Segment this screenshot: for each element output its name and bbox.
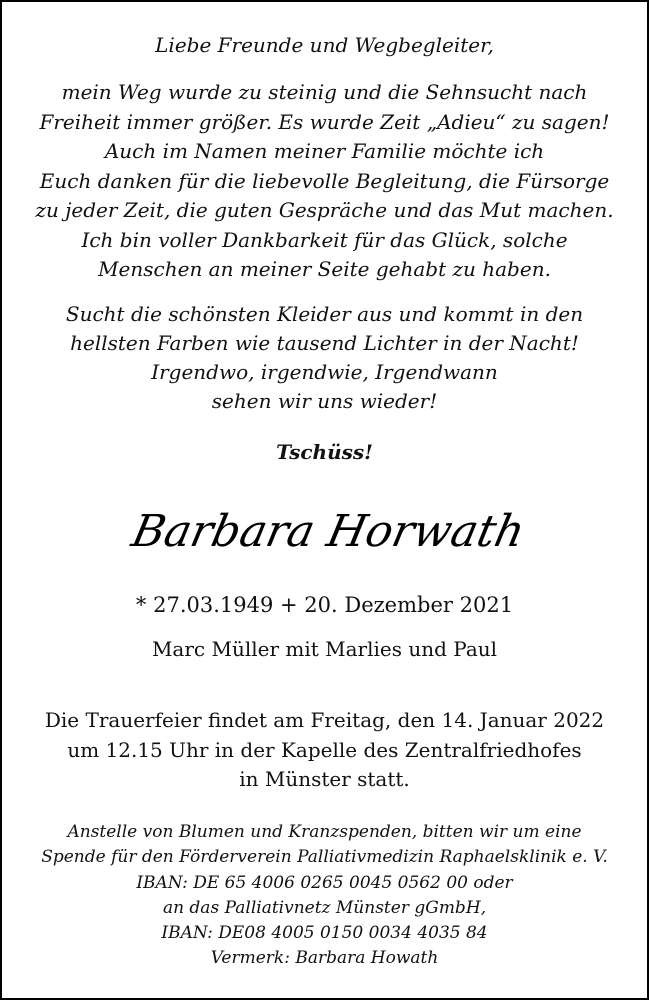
poem-line: Sucht die schönsten Kleider aus und kommt in den: [65, 302, 584, 326]
signature-script-image: [105, 500, 545, 566]
farewell-text: Tschüss!: [276, 440, 373, 464]
donation-line: IBAN: DE 65 4006 0265 0045 0562 00 oder: [136, 872, 513, 893]
message-line: Auch im Namen meiner Familie möchte ich: [104, 139, 545, 163]
message-line: mein Weg wurde zu steinig und die Sehnsucht nach: [61, 80, 588, 104]
message-line: Menschen an meiner Seite gehabt zu haben.: [98, 257, 551, 281]
deceased-name-signature: [2, 500, 647, 570]
family-text: Marc Müller mit Marlies und Paul: [151, 637, 498, 661]
donation-line: Anstelle von Blumen und Kranzspenden, bitten wir um eine: [67, 822, 582, 842]
signature-name-text: Barbara Horwath: [126, 506, 529, 557]
farewell-word: [2, 438, 647, 467]
message-line: Euch danken für die liebevolle Begleitung, die Fürsorge: [39, 168, 610, 193]
poem-section: [2, 300, 647, 416]
donation-request: [2, 820, 647, 972]
donation-line: Spende für den Förderverein Palliativmedizin Raphaelsklinik e. V.: [41, 847, 608, 868]
message-line: Ich bin voller Dankbarkeit für das Glück, solche: [81, 227, 568, 252]
mourners: [2, 634, 647, 664]
poem-line: Irgendwo, irgendwie, Irgendwann: [151, 360, 498, 384]
farewell-message: [2, 78, 647, 285]
greeting-section: [2, 30, 647, 60]
poem-line: hellsten Farben wie tausend Lichter in der Nacht!: [70, 331, 579, 355]
service-line: Die Trauerfeier findet am Freitag, den 14. Januar 2022: [44, 708, 605, 732]
dates-text: * 27.03.1949 + 20. Dezember 2021: [135, 593, 514, 617]
life-dates: [2, 590, 647, 620]
service-line: in Münster statt.: [239, 767, 410, 791]
poem-line: sehen wir uns wieder!: [211, 389, 438, 413]
message-line: Freiheit immer größer. Es wurde Zeit „Adieu“ zu sagen!: [39, 109, 610, 134]
donation-line: an das Palliativnetz Münster gGmbH,: [162, 897, 487, 918]
message-line: zu jeder Zeit, die guten Gespräche und das Mut machen.: [35, 198, 614, 222]
donation-line: Vermerk: Barbara Howath: [210, 948, 439, 969]
service-line: um 12.15 Uhr in der Kapelle des Zentralfriedhofes: [67, 737, 582, 762]
funeral-service-info: [2, 706, 647, 795]
donation-line: IBAN: DE08 4005 0150 0034 4035 84: [161, 923, 488, 944]
greeting-text: Liebe Freunde und Wegbegleiter,: [155, 33, 494, 57]
